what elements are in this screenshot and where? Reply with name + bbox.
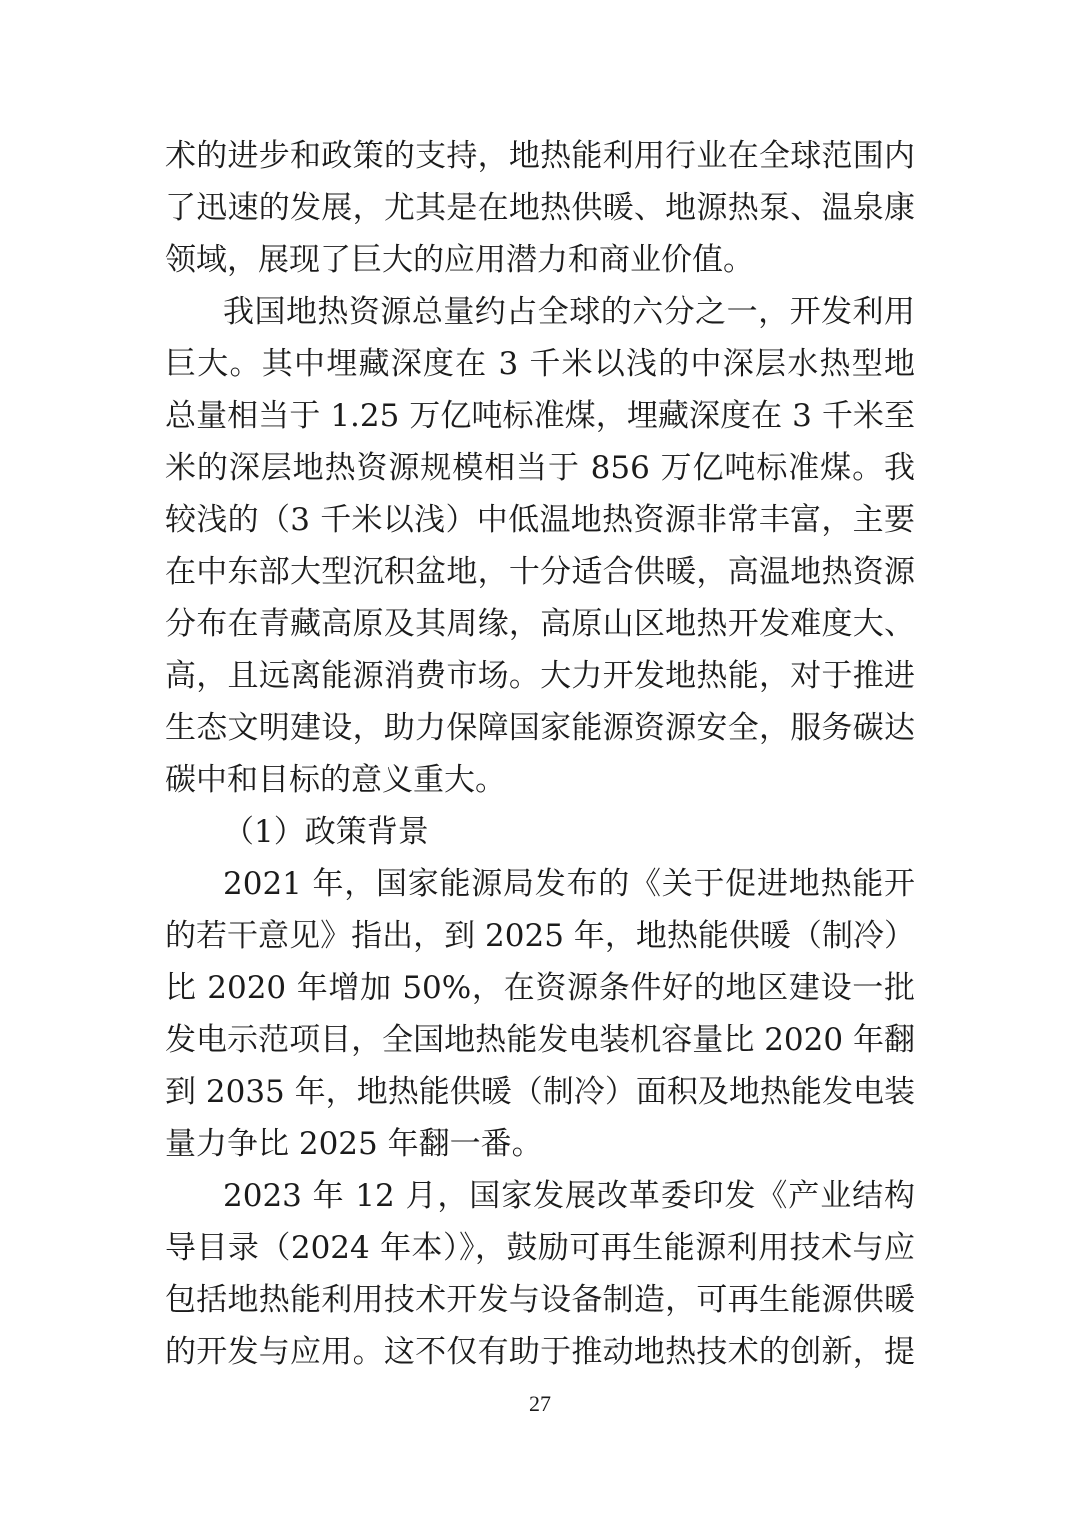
- text-line: 巨大。其中埋藏深度在 3 千米以浅的中深层水热型地: [165, 346, 915, 382]
- text-line: 碳中和目标的意义重大。: [165, 762, 506, 798]
- text-line: 领域，展现了巨大的应用潜力和商业价值。: [165, 242, 754, 278]
- text-line: 米的深层地热资源规模相当于 856 万亿吨标准煤。我: [165, 450, 915, 486]
- text-line: 量力争比 2025 年翻一番。: [165, 1126, 543, 1162]
- text-line: 术的进步和政策的支持，地热能利用行业在全球范围内: [165, 138, 915, 174]
- text-line: 高，且远离能源消费市场。大力开发地热能，对于推进: [165, 658, 915, 694]
- text-line: 较浅的（3 千米以浅）中低温地热资源非常丰富，主要: [165, 502, 915, 538]
- paragraph-first-line: 我国地热资源总量约占全球的六分之一，开发利用: [223, 294, 915, 330]
- text-line: 比 2020 年增加 50%，在资源条件好的地区建设一批: [165, 970, 915, 1006]
- paragraph-first-line: 2023 年 12 月，国家发展改革委印发《产业结构: [223, 1178, 915, 1214]
- text-line: 总量相当于 1.25 万亿吨标准煤，埋藏深度在 3 千米至: [165, 398, 915, 434]
- text-line: 生态文明建设，助力保障国家能源资源安全，服务碳达: [165, 710, 915, 746]
- text-line: 了迅速的发展，尤其是在地热供暖、地源热泵、温泉康: [165, 190, 915, 226]
- text-line: 在中东部大型沉积盆地，十分适合供暖，高温地热资源: [165, 554, 915, 590]
- page-number: 27: [529, 1391, 551, 1416]
- section-heading: （1）政策背景: [223, 814, 429, 850]
- paragraph-first-line: 2021 年，国家能源局发布的《关于促进地热能开: [223, 866, 915, 902]
- text-line: 的开发与应用。这不仅有助于推动地热技术的创新，提: [165, 1334, 915, 1370]
- text-line: 导目录（2024 年本）》，鼓励可再生能源利用技术与应: [165, 1230, 915, 1266]
- text-line: 包括地热能利用技术开发与设备制造，可再生能源供暖: [165, 1282, 915, 1318]
- text-line: 的若干意见》指出，到 2025 年，地热能供暖（制冷）: [165, 918, 915, 954]
- text-line: 发电示范项目，全国地热能发电装机容量比 2020 年翻: [165, 1022, 915, 1058]
- text-line: 分布在青藏高原及其周缘，高原山区地热开发难度大、: [165, 606, 915, 642]
- text-line: 到 2035 年，地热能供暖（制冷）面积及地热能发电装: [165, 1074, 915, 1110]
